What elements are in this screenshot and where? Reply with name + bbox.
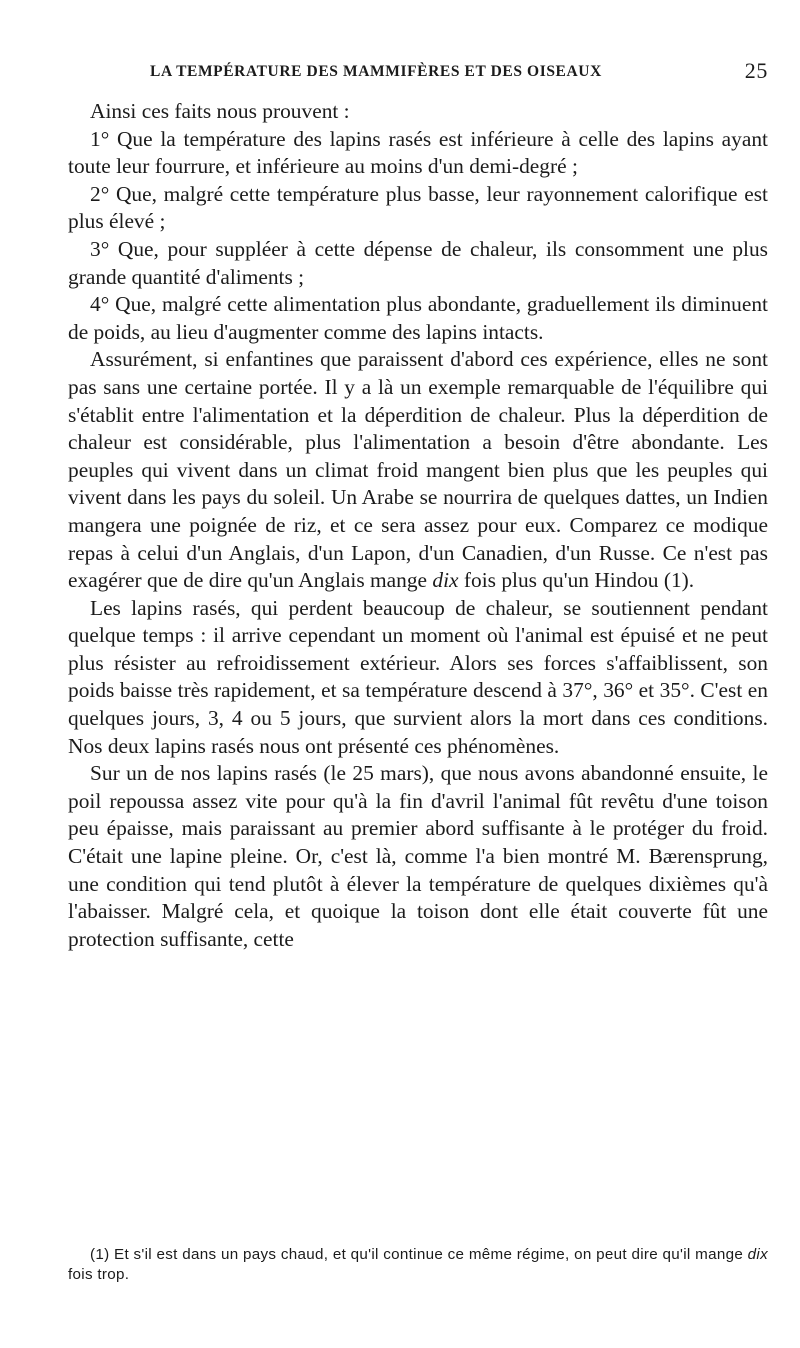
paragraph-text: fois plus qu'un Hindou (1). — [458, 568, 695, 593]
footnote-italic: dix — [747, 1246, 768, 1263]
paragraph-text: Assurément, si enfantines que paraissent d'abord ces expérience, elles ne sont pas sans une certaine portée. Il y a là un exemple remarquable de l'équilibre qui s'établit entre l'alimentation et la déperdition de chaleur. Plus la déperdition de chaleur est considérable, plus l'alimentation a besoin d'être abondante. Les peuples qui vivent dans un climat froid mangent bien plus que les peuples qui vivent dans les pays du soleil. Un Arabe se nourrira de quelques dattes, un Indien mangera une poignée de riz, et ce sera assez pour eux. Comparez ce modique repas à celui d'un Anglais, d'un Lapon, d'un Canadien, d'un Russe. Ce n'est pas exagérer que de dire qu'un Anglais mange — [68, 347, 768, 593]
paragraph: 1° Que la température des lapins rasés est inférieure à celle des lapins ayant toute leur fourrure, et inférieure au moins d'un demi-degré ; — [68, 126, 768, 179]
paragraph — [68, 346, 768, 594]
paragraph: 3° Que, pour suppléer à cette dépense de chaleur, ils consomment une plus grande quantité d'aliments ; — [68, 236, 768, 289]
paragraph-italic: dix — [432, 568, 459, 593]
paragraph: Les lapins rasés, qui perdent beaucoup de chaleur, se soutiennent pendant quelque temps : il arrive cependant un moment où l'animal est épuisé et ne peut plus résister au refroidissement extérieur. Alors ses forces s'affaiblissent, son poids baisse très rapidement, et sa température descend à 37°, 36° et 35°. C'est en quelques jours, 3, 4 ou 5 jours, que survient alors la mort dans ces conditions. Nos deux lapins rasés nous ont présenté ces phénomènes. — [68, 595, 768, 758]
footnote — [68, 1245, 768, 1285]
paragraph: Sur un de nos lapins rasés (le 25 mars), que nous avons abandonné ensuite, le poil repoussa assez vite pour qu'à la fin d'avril l'animal fût revêtu d'une toison peu épaisse, mais paraissant au premier abord suffisante à le protéger du froid. C'était une lapine pleine. Or, c'est là, comme l'a bien montré M. Bærensprung, une condition qui tend plutôt à élever la température de quelques dixièmes qu'à l'abaisser. Malgré cela, et quoique la toison dont elle était couverte fût une protection suffisante, cette — [68, 761, 768, 951]
paragraph: 2° Que, malgré cette température plus basse, leur rayonnement calorifique est plus élevé ; — [68, 181, 768, 234]
paragraph: Ainsi ces faits nous prouvent : — [90, 99, 350, 123]
footnote-text — [68, 1245, 768, 1285]
running-head — [150, 58, 768, 87]
running-head-title: LA TEMPÉRATURE DES MAMMIFÈRES ET DES OISEAUX — [150, 63, 602, 80]
footnote-text-start: (1) Et s'il est dans un pays chaud, et qu'il continue ce même régime, on peut dire qu'il mange — [90, 1246, 748, 1263]
footnote-text-end: fois trop. — [68, 1266, 130, 1283]
body-text — [68, 98, 768, 953]
page-number: 25 — [744, 58, 768, 83]
paragraph: 4° Que, malgré cette alimentation plus abondante, graduellement ils diminuent de poids, au lieu d'augmenter comme des lapins intacts. — [68, 292, 768, 344]
